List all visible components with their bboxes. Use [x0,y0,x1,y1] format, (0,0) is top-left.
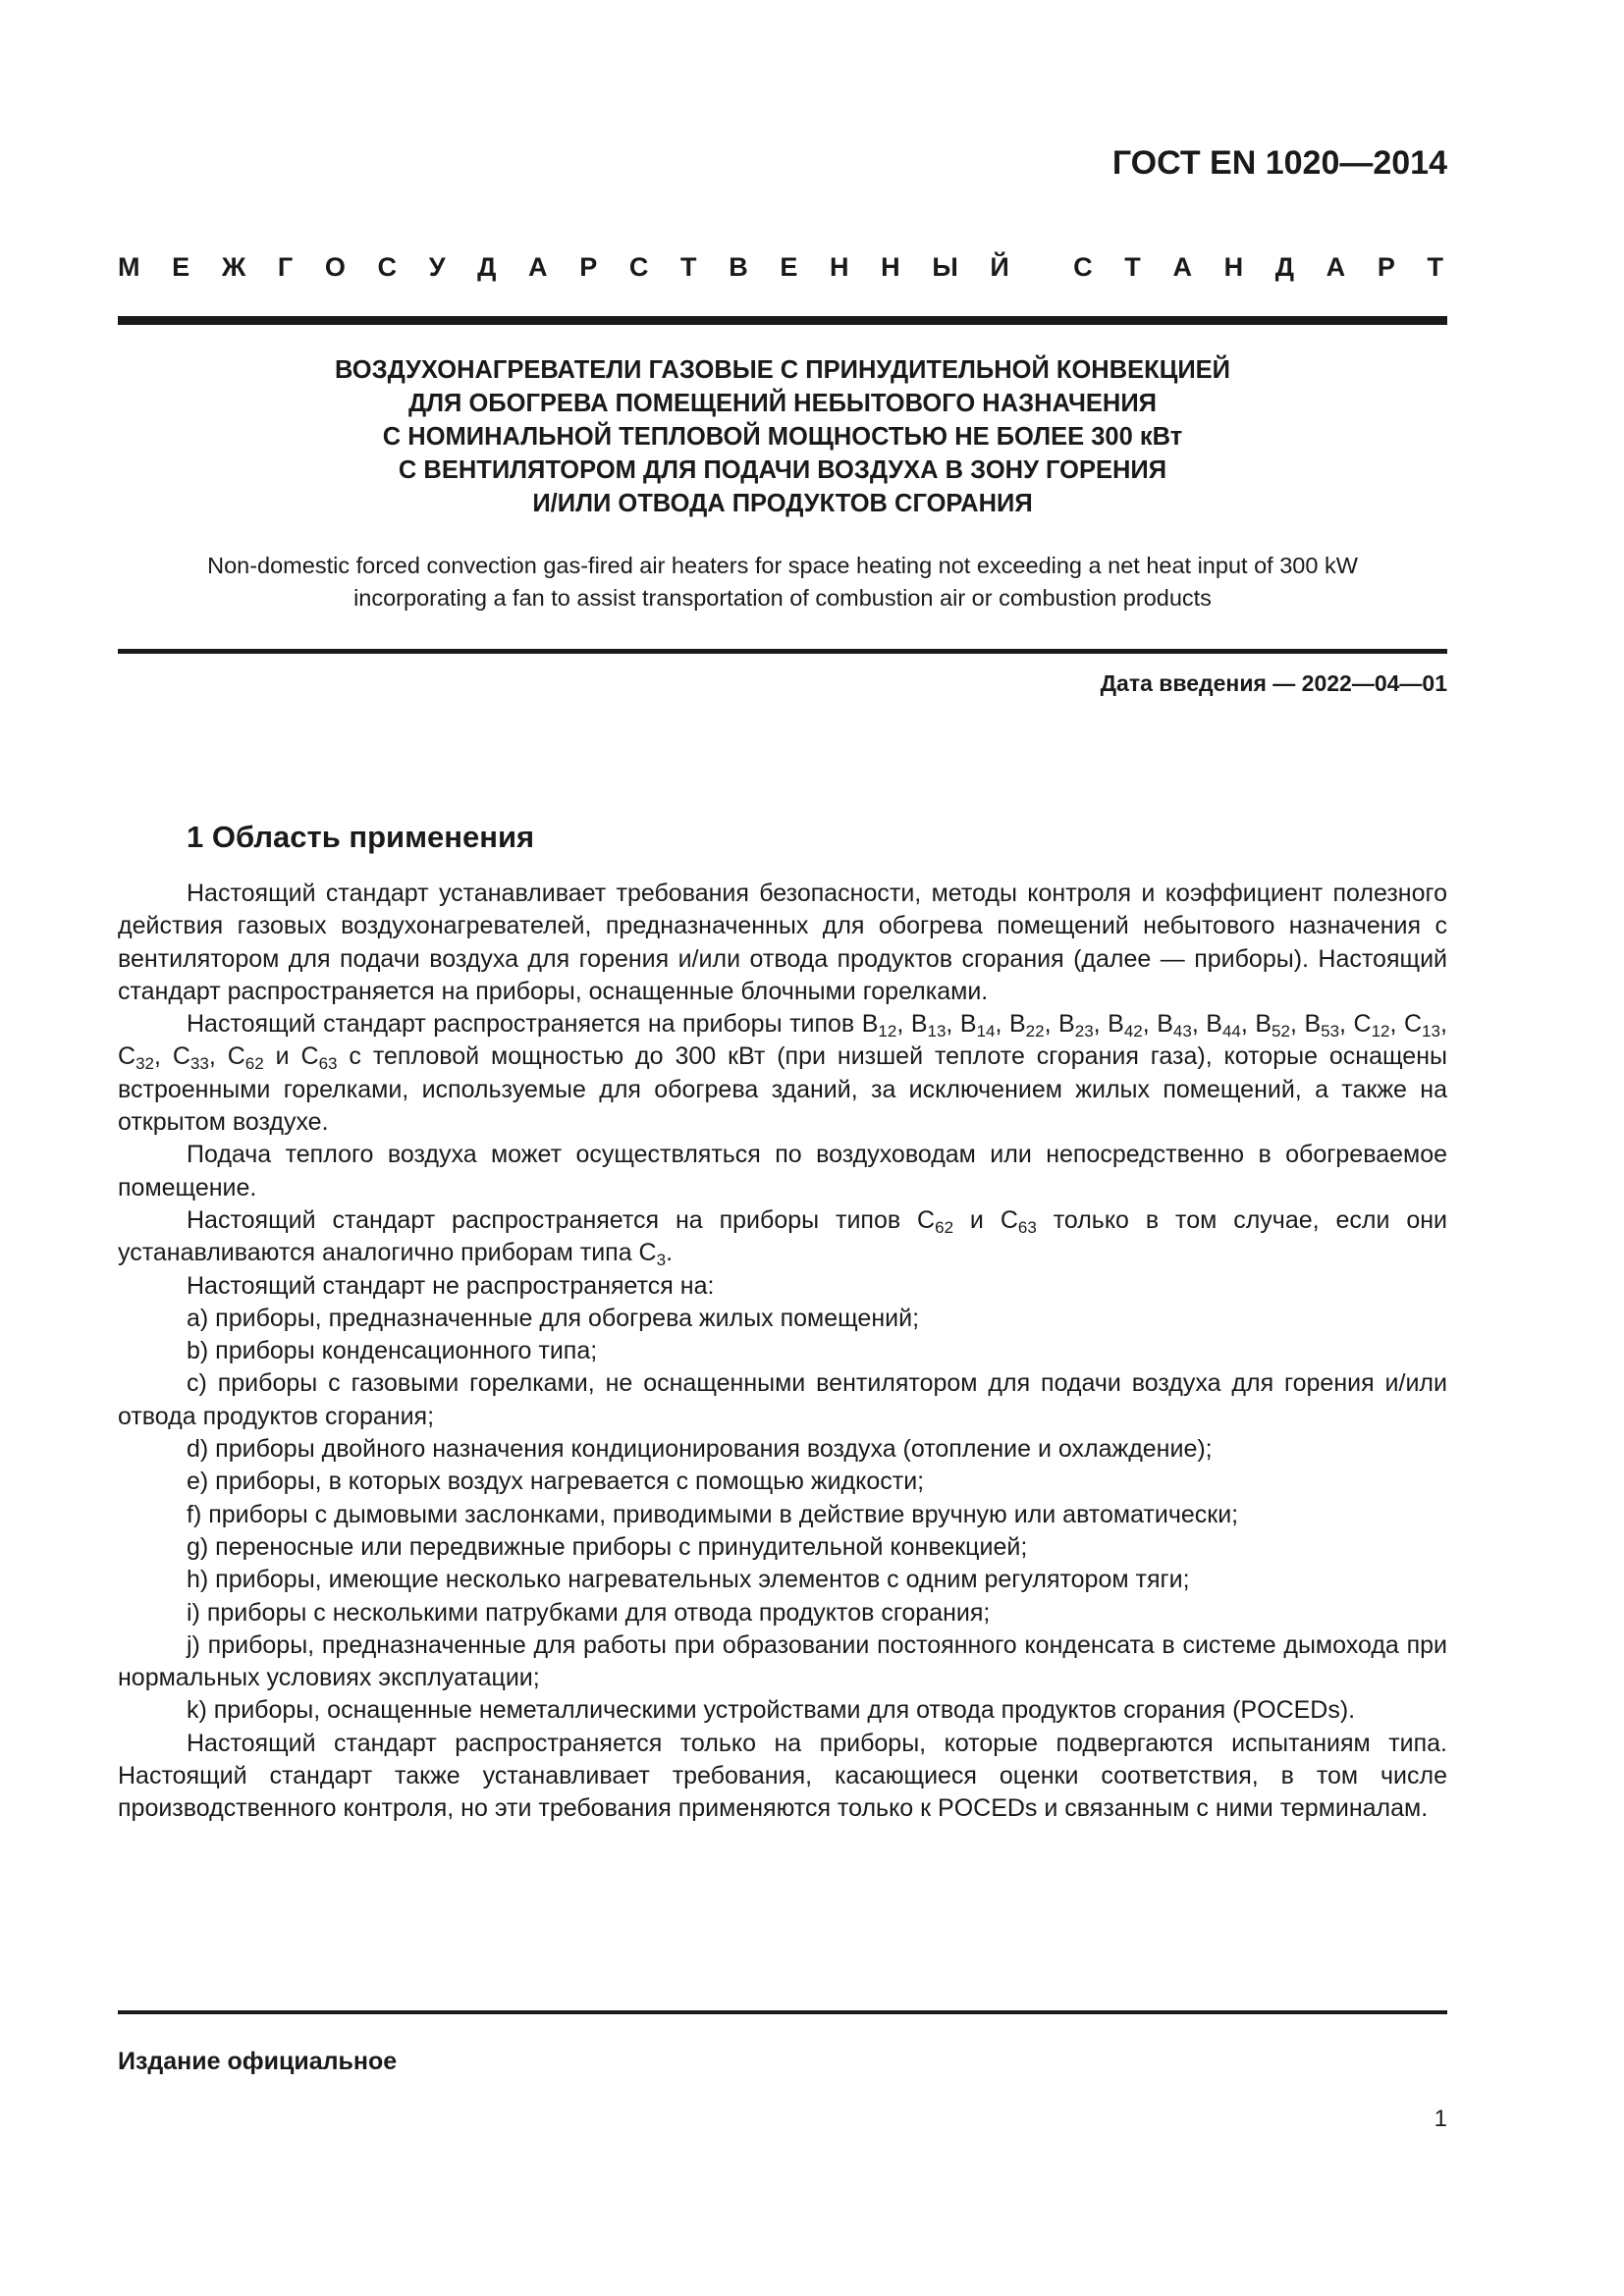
type-subscript: 43 [1172,1022,1192,1041]
title-english [118,550,1447,614]
standard-type-letter: Ж [221,252,246,282]
type-subscript: 53 [1321,1022,1340,1041]
type-subscript: 23 [1074,1022,1094,1041]
list-item: i) приборы с несколькими патрубками для отвода продуктов сгорания; [187,1598,991,1627]
type-letter: B [1157,1010,1173,1039]
top-divider [118,316,1447,325]
introduction-date: Дата введения — 2022—04—01 [1100,670,1447,696]
type-subscript: 33 [189,1054,209,1074]
text: . [666,1239,674,1267]
type-subscript: 3 [656,1251,667,1270]
type-letter: B [959,1010,977,1039]
paragraph: Настоящий стандарт устанавливает требования безопасности, методы контроля и коэффициент полезного действия газовых воздухонагревателей, предназначенных для обогрева помещений небытового назначения с вентилятором для подачи воздуха для горения и/или отвода продуктов сгорания (далее — приборы). Настоящий стандарт распространяется на приборы, оснащенные блочными горелками. [118,880,1447,1005]
type-subscript: 12 [1371,1022,1390,1041]
type-subscript: 63 [318,1054,338,1074]
list-item: g) переносные или передвижные приборы с принудительной конвекцией; [187,1532,1028,1561]
edition-label: Издание официальное [118,2048,398,2075]
type-subscript: 62 [935,1217,954,1237]
list-item: k) приборы, оснащенные неметаллическими устройствами для отвода продуктов сгорания (POCEDs). [187,1696,1356,1725]
standard-type-letter: Н [1223,252,1244,282]
type-subscript: 32 [135,1054,154,1074]
standard-type-letter: Ы [932,252,958,282]
type-subscript: 22 [1025,1022,1045,1041]
type-letter: C [1353,1010,1372,1039]
type-subscript: 44 [1221,1022,1241,1041]
list-item: c) приборы с газовыми горелками, не оснащенными вентилятором для подачи воздуха для горения и/или отвода продуктов сгорания; [118,1369,1447,1430]
standard-type-letter: С [628,252,649,282]
type-letter: B [1206,1010,1222,1039]
type-subscript: 13 [1422,1022,1440,1041]
paragraph-appliance-types: Настоящий стандарт распространяется на приборы типов $B_{12}$, $B_{13}$, $B_{14}$, $B_{22}$, $B_{23}$, $B_{42}$, $B_{43}$, $B_{44}$, $B_{52}$, $B_{53}$, $C_{12}$, $C_{13}$, $C_{32}$, $C_{33}$, $C_{62}$ и $C_{63}$ с тепловой мощностью до 300 кВт (при низшей теплоте сгорания газа), которые оснащены встроенными горелками, используемые для обогрева зданий, за исключением жилых помещений, а также на открытом воздухе. [118,1010,1447,1137]
standard-type-letter: С [1073,252,1093,282]
type-letter: C [1403,1010,1423,1039]
type-subscript: 63 [1017,1217,1037,1237]
type-letter: B [1008,1010,1026,1039]
type-letter: C [118,1042,136,1071]
section-body [118,878,1447,1826]
standard-type-letter: Е [172,252,190,282]
type-subscript: 62 [244,1054,264,1074]
standard-type-letter: Т [1427,252,1443,282]
title-ru-line: И/ИЛИ ОТВОДА ПРОДУКТОВ СГОРАНИЯ [532,490,1033,517]
standard-type-letter: Д [1274,252,1295,282]
bottom-divider [118,2010,1447,2014]
page-number: 1 [1434,2106,1447,2132]
title-en-line: Non-domestic forced convection gas-fired air heaters for space heating not exceeding a net heat input of 300 kW [207,553,1358,578]
title-ru-line: ДЛЯ ОБОГРЕВА ПОМЕЩЕНИЙ НЕБЫТОВОГО НАЗНАЧЕНИЯ [408,390,1157,417]
text: и [263,1042,301,1071]
paragraph: Настоящий стандарт распространяется только на приборы, которые подвергаются испытаниям типа. Настоящий стандарт также устанавливает требования, касающиеся оценки соответствия, в том числе производственного контроля, но эти требования применяются только к POCEDs и связанным с ними терминалам. [118,1729,1447,1823]
type-letter: B [1108,1010,1124,1039]
standard-type-letter: Т [680,252,697,282]
type-letter: C [638,1239,657,1267]
type-letter: B [1304,1010,1322,1039]
type-subscript: 12 [878,1022,897,1041]
standard-type-letter: С [377,252,398,282]
type-letter: B [861,1010,879,1039]
type-letter: B [910,1010,928,1039]
text: Настоящий стандарт распространяется на приборы типов [187,1010,862,1039]
text: Настоящий стандарт распространяется на приборы типов [187,1205,918,1234]
type-subscript: 52 [1272,1022,1290,1041]
title-ru-line: С ВЕНТИЛЯТОРОМ ДЛЯ ПОДАЧИ ВОЗДУХА В ЗОНУ ГОРЕНИЯ [398,456,1167,484]
type-letter: C [227,1042,245,1071]
title-ru-line: ВОЗДУХОНАГРЕВАТЕЛИ ГАЗОВЫЕ С ПРИНУДИТЕЛЬНОЙ КОНВЕКЦИЕЙ [334,356,1230,384]
paragraph-c6-types [118,1204,1447,1270]
text: только в том случае, если они устанавливаются аналогично приборам типа [118,1205,1448,1267]
title-russian [118,353,1447,520]
standard-type-letter: Г [277,252,294,282]
standard-type-letter: Р [579,252,598,282]
document-code: ГОСТ EN 1020—2014 [1111,144,1447,182]
type-subscript: 13 [927,1022,947,1041]
standard-type-letter: А [1326,252,1346,282]
paragraph: Настоящий стандарт не распространяется на: [187,1271,715,1300]
standard-type-letter: А [1172,252,1192,282]
middle-divider [118,649,1447,654]
standard-type-letter: В [729,252,748,282]
list-item: b) приборы конденсационного типа; [187,1337,598,1365]
title-ru-line: С НОМИНАЛЬНОЙ ТЕПЛОВОЙ МОЩНОСТЬЮ НЕ БОЛЕЕ 300 кВт [382,423,1183,451]
title-en-line: incorporating a fan to assist transportation of combustion air or combustion products [353,585,1212,611]
standard-type-letter: Т [1124,252,1141,282]
type-letter: C [1000,1205,1018,1234]
list-item: a) приборы, предназначенные для обогрева жилых помещений; [187,1304,920,1332]
standard-type-letter: Н [881,252,900,282]
list-item: d) приборы двойного назначения кондиционирования воздуха (отопление и охлаждение); [187,1435,1213,1464]
type-subscript: 14 [976,1022,996,1041]
paragraph: Подача теплого воздуха может осуществляться по воздуховодам или непосредственно в обогреваемое помещение. [118,1141,1447,1201]
type-letter: C [300,1042,319,1071]
type-subscript: 42 [1123,1022,1143,1041]
standard-type-letter: Д [477,252,497,282]
standard-type-letter: А [528,252,548,282]
list-item: e) приборы, в которых воздух нагревается с помощью жидкости; [187,1468,925,1496]
type-letter: B [1058,1010,1075,1039]
standard-type-heading [118,252,1443,283]
standard-type-letter: У [428,252,446,282]
text: с тепловой мощностью до 300 кВт (при низшей теплоте сгорания газа), которые оснащены встроенными горелками, используемые для обогрева зданий, за исключением жилых помещений, а также на открытом воздухе. [118,1042,1447,1137]
standard-type-letter: Р [1377,252,1395,282]
type-letter: B [1255,1010,1272,1039]
text: и [953,1205,1001,1234]
list-item: h) приборы, имеющие несколько нагревательных элементов с одним регулятором тяги; [187,1566,1190,1594]
standard-type-letter: Е [780,252,798,282]
list-item: f) приборы с дымовыми заслонками, приводимыми в действие вручную или автоматически; [187,1500,1239,1528]
list-item: j) приборы, предназначенные для работы при образовании постоянного конденсата в системе дымохода при нормальных условиях эксплуатации; [118,1630,1447,1692]
standard-type-letter: Й [990,252,1009,282]
standard-type-letter: М [118,252,140,282]
type-letter: C [172,1042,190,1071]
section-heading: 1 Область применения [187,820,535,854]
standard-type-letter: О [324,252,346,282]
standard-type-letter: Н [830,252,849,282]
type-letter: C [917,1205,936,1234]
